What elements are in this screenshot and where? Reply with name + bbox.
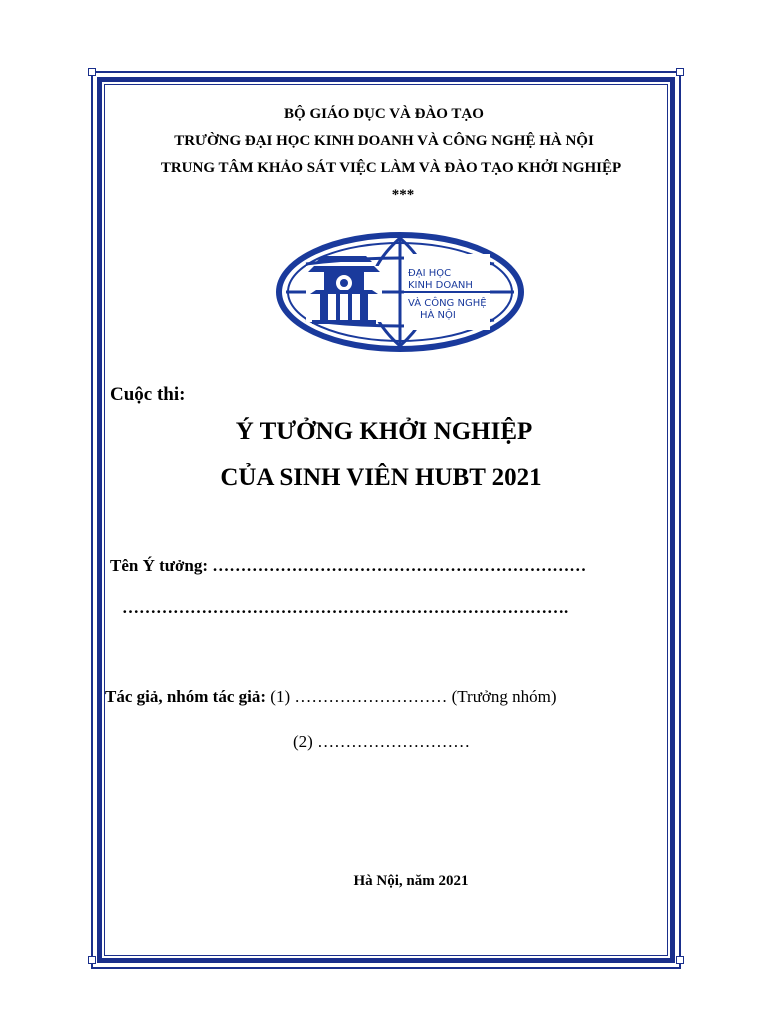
ministry-heading: BỘ GIÁO DỤC VÀ ĐÀO TẠO: [284, 106, 484, 122]
idea-name-blank-line2: …………………………………………………………………….: [122, 598, 569, 617]
logo-text-line1: ĐẠI HỌC: [408, 268, 452, 279]
idea-name-row: [110, 556, 586, 576]
idea-name-blank: …………………………………………………………: [212, 556, 587, 575]
authors-row: [105, 687, 557, 707]
university-heading: TRƯỜNG ĐẠI HỌC KINH DOANH VÀ CÔNG NGHỆ HÀ NỘI: [174, 133, 594, 149]
frame-corner-bottom-right: [676, 956, 684, 964]
logo-text-line4: HÀ NỘI: [420, 310, 456, 321]
frame-corner-top-right: [676, 68, 684, 76]
university-logo: [276, 232, 524, 352]
frame-corner-top-left: [88, 68, 96, 76]
contest-label: Cuộc thi:: [110, 384, 186, 405]
place-date: Hà Nội, năm 2021: [353, 873, 469, 889]
author-second-blank: (2) ………………………: [293, 732, 471, 751]
contest-title-line1: Ý TƯỞNG KHỞI NGHIỆP: [235, 418, 533, 445]
logo-text-line3: VÀ CÔNG NGHỆ: [408, 298, 487, 309]
header-separator: ***: [391, 187, 415, 203]
contest-title-line2: CỦA SINH VIÊN HUBT 2021: [220, 464, 542, 491]
logo-text-line2: KINH DOANH: [408, 280, 473, 291]
center-heading: TRUNG TÂM KHẢO SÁT VIỆC LÀM VÀ ĐÀO TẠO KHỞI NGHIỆP: [160, 160, 622, 176]
idea-name-label: Tên Ý tưởng:: [110, 556, 209, 575]
authors-label: Tác giả, nhóm tác giả:: [105, 687, 267, 706]
frame-corner-bottom-left: [88, 956, 96, 964]
frame-inner-border: [104, 84, 668, 956]
author-first-blank: (1) ……………………… (Trưởng nhóm): [270, 687, 557, 706]
